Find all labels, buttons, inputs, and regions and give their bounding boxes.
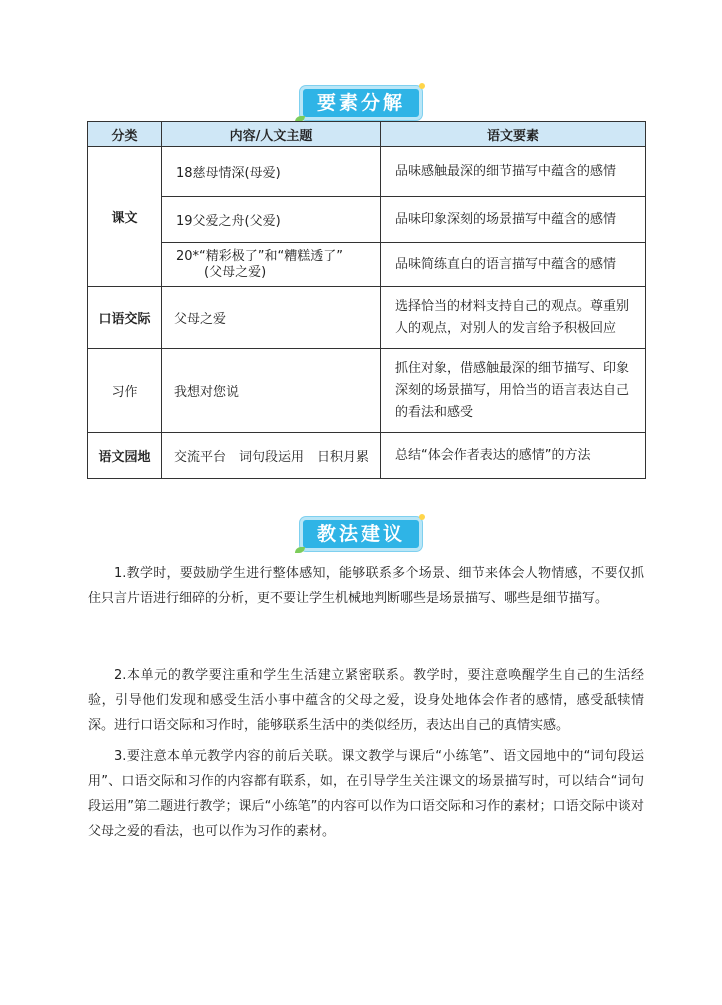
lesson-18: 18慈母情深(母爱) <box>162 147 381 197</box>
table-row <box>88 243 646 287</box>
sparkle-dot-icon <box>419 83 425 89</box>
content-xizuo: 我想对您说 <box>162 349 381 433</box>
leaf-icon <box>295 547 305 553</box>
element-20: 品味简练直白的语言描写中蕴含的感情 <box>381 243 646 287</box>
paragraph-3: 3.要注意本单元教学内容的前后关联。课文教学与课后“小练笔”、语文园地中的“词句段运用”、口语交际和习作的内容都有联系，如，在引导学生关注课文的场景描写时，可以结合“词句段运用”第二题进行教学；课后“小练笔”的内容可以作为口语交际和习作的素材；口语交际中谈对父母之爱的看法，也可以作为习作的素材。 <box>88 749 644 839</box>
header-element: 语文要素 <box>381 122 646 147</box>
element-yuandi: 总结“体会作者表达的感情”的方法 <box>381 433 646 479</box>
paragraph-1: 1.教学时，要鼓励学生进行整体感知，能够联系多个场景、细节来体会人物情感，不要仅抓住只言片语进行细碎的分析，更不要让学生机械地判断哪些是场景描写、哪些是细节描写。 <box>88 566 644 606</box>
element-koyu-line: 选择恰当的材料支持自己的观点。尊重别 <box>395 298 630 314</box>
element-koyu-line: 人的观点，对别人的发言给予积极回应 <box>395 320 617 336</box>
table-row <box>88 147 646 197</box>
lesson-19: 19父爱之舟(父爱) <box>162 197 381 243</box>
element-xizuo-line: 的看法和感受 <box>395 404 474 420</box>
section-badge <box>300 86 422 120</box>
category-kewen: 课文 <box>88 147 162 287</box>
content-koyu: 父母之爱 <box>162 287 381 349</box>
section-heading-methods <box>0 517 722 551</box>
lesson-20-theme: (父母之爱) <box>204 264 267 280</box>
content-yuandi: 交流平台 词句段运用 日积月累 <box>162 433 381 479</box>
section-badge <box>300 517 422 551</box>
element-koyu <box>381 287 646 349</box>
sparkle-dot-icon <box>419 514 425 520</box>
header-category: 分类 <box>88 122 162 147</box>
section-title: 教法建议 <box>316 523 405 545</box>
table-row <box>88 197 646 243</box>
category-xizuo: 习作 <box>88 349 162 433</box>
header-content: 内容/人文主题 <box>162 122 381 147</box>
table-row <box>88 433 646 479</box>
category-yuandi: 语文园地 <box>88 433 162 479</box>
element-19: 品味印象深刻的场景描写中蕴含的感情 <box>381 197 646 243</box>
section-title: 要素分解 <box>316 92 405 114</box>
paragraph-2: 2.本单元的教学要注重和学生生活建立紧密联系。教学时，要注意唤醒学生自己的生活经验，引导他们发现和感受生活小事中蕴含的父母之爱，设身处地体会作者的感情，感受舐犊情深。进行口语交际和习作时，能够联系生活中的类似经历，表达出自己的真情实感。 <box>88 668 644 733</box>
element-18: 品味感触最深的细节描写中蕴含的感情 <box>381 147 646 197</box>
lesson-20 <box>162 243 381 287</box>
section-heading-elements <box>0 86 722 120</box>
table-row <box>88 349 646 433</box>
lesson-20-title: 20*“精彩极了”和“糟糕透了” <box>176 248 343 264</box>
element-xizuo-line: 抓住对象，借感触最深的细节描写、印象 <box>395 360 630 376</box>
element-xizuo-line: 深刻的场景描写，用恰当的语言表达自己 <box>395 382 630 398</box>
table-header-row <box>88 122 646 147</box>
table-row <box>88 287 646 349</box>
element-xizuo <box>381 349 646 433</box>
category-koyu: 口语交际 <box>88 287 162 349</box>
elements-table <box>87 121 646 479</box>
